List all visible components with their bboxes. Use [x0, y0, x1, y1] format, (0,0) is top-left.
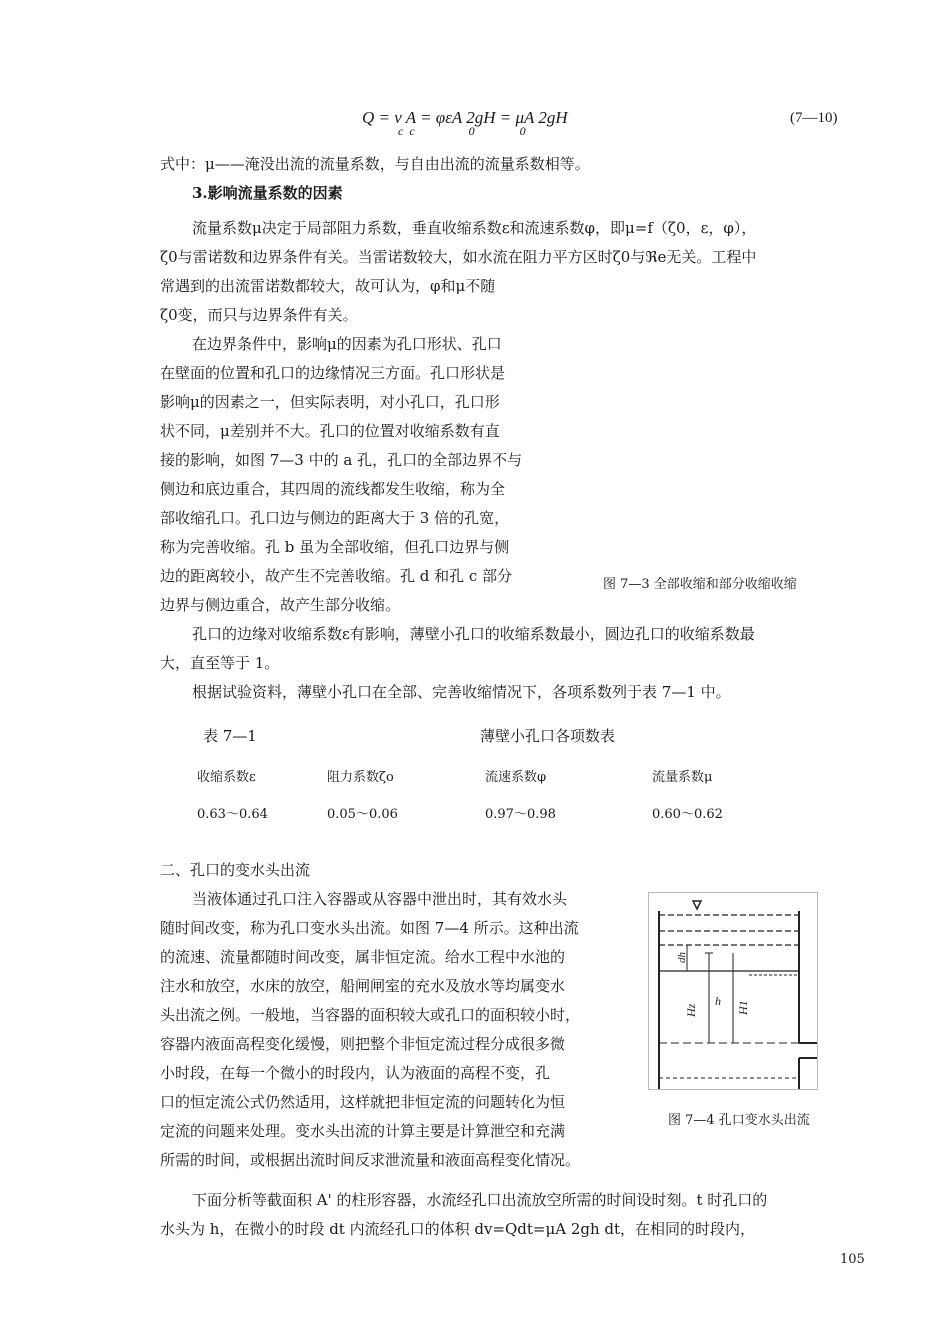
para-line: 的流速、流量都随时间改变，属非恒定流。给水工程中水池的 [160, 948, 566, 966]
equation-text: Q = v A = φεA 2gH = μA 2gH [362, 108, 568, 127]
table-title: 薄壁小孔口各项数表 [480, 727, 616, 745]
table-header-discharge: 流量系数μ [652, 770, 713, 785]
subheading-flow-coefficient-factors: 3.影响流量系数的因素 [192, 184, 343, 202]
para-line: 在壁面的位置和孔口的边缘情况三方面。孔口形状是 [160, 364, 506, 382]
para-line: 所需的时间，或根据出流时间反求泄流量和液面高程变化情况。 [160, 1151, 581, 1169]
para-line: 口的恒定流公式仍然适用，这样就把非恒定流的问题转化为恒 [160, 1093, 566, 1111]
para-line: ζ0与雷诺数和边界条件有关。当雷诺数较大，如水流在阻力平方区时ζ0与ℜe无关。工程中 [160, 248, 757, 266]
para-line: 大，直至等于 1。 [160, 654, 280, 672]
label-h1: H1 [736, 1000, 750, 1015]
figure-7-3-caption: 图 7—3 全部收缩和部分收缩收缩 [603, 577, 797, 592]
figure-7-4-caption: 图 7—4 孔口变水头出流 [668, 1113, 810, 1128]
para-line: 注水和放空，水床的放空，船闸闸室的充水及放水等均属变水 [160, 977, 566, 995]
para-line: ζ0变，而只与边界条件有关。 [160, 306, 358, 324]
table-label: 表 7—1 [203, 727, 257, 745]
table-cell: 0.60～0.62 [652, 807, 723, 822]
para-line: 下面分析等截面积 A' 的柱形容器，水流经孔口出流放空所需的时间设时刻。t 时孔口的 [192, 1191, 768, 1209]
para-line: 根据试验资料，薄壁小孔口在全部、完善收缩情况下，各项系数列于表 7—1 中。 [192, 683, 731, 701]
para-line: 随时间改变，称为孔口变水头出流。如图 7—4 所示。这种出流 [160, 919, 579, 937]
para-line: 边的距离较小，故产生不完善收缩。孔 d 和孔 c 部分 [160, 567, 513, 585]
para-line: 侧边和底边重合，其四周的流线都发生收缩，称为全 [160, 480, 506, 498]
para-line: 常遇到的出流雷诺数都较大，故可认为，φ和μ不随 [160, 277, 496, 295]
para-line: 接的影响，如图 7—3 中的 a 孔，孔口的全部边界不与 [160, 451, 523, 469]
page-number: 105 [840, 1252, 865, 1267]
table-cell: 0.63～0.64 [197, 807, 268, 822]
para-mu-definition: 式中：μ——淹没出流的流量系数，与自由出流的流量系数相等。 [160, 155, 590, 173]
label-h: h [715, 994, 721, 1008]
label-hz: Hz [684, 1003, 698, 1017]
para-line: 定流的问题来处理。变水头出流的计算主要是计算泄空和充满 [160, 1122, 566, 1140]
table-header-velocity: 流速系数φ [485, 770, 547, 785]
para-line: 部收缩孔口。孔口边与侧边的距离大于 3 倍的孔宽， [160, 509, 510, 527]
para-line: 水头为 h，在微小的时段 dt 内流经孔口的体积 dv=Qdt=μA 2gh dt，在相同的时段内， [160, 1220, 756, 1238]
para-line: 影响μ的因素之一，但实际表明，对小孔口，孔口形 [160, 393, 500, 411]
table-cell: 0.05～0.06 [327, 807, 398, 822]
figure-7-4 [648, 892, 818, 1090]
equation-subscripts: c c 0 0 [398, 124, 526, 138]
para-line: 状不同，μ差别并不大。孔口的位置对收缩系数有直 [160, 422, 500, 440]
para-line: 在边界条件中，影响μ的因素为孔口形状、孔口 [192, 335, 502, 353]
table-header-contraction: 收缩系数ε [197, 770, 256, 785]
para-line: 头出流之例。一般地，当容器的面积较大或孔口的面积较小时， [160, 1006, 581, 1024]
para-line: 孔口的边缘对收缩系数ε有影响，薄壁小孔口的收缩系数最小，圆边孔口的收缩系数最 [192, 625, 755, 643]
para-line: 流量系数μ决定于局部阻力系数，垂直收缩系数ε和流速系数φ，即μ=f（ζ0，ε，φ）， [192, 219, 757, 237]
tank-diagram [649, 893, 817, 1089]
table-header-resistance: 阻力系数ζo [327, 770, 394, 785]
table-cell: 0.97～0.98 [485, 807, 556, 822]
para-line: 边界与侧边重合，故产生部分收缩。 [160, 596, 401, 614]
equation-number: (7—10) [790, 110, 838, 126]
para-line: 称为完善收缩。孔 b 虽为全部收缩，但孔口边界与侧 [160, 538, 510, 556]
para-line: 容器内液面高程变化缓慢，则把整个非恒定流过程分成很多微 [160, 1035, 566, 1053]
para-line: 小时段，在每一个微小的时段内，认为液面的高程不变，孔 [160, 1064, 551, 1082]
label-dh: dh [676, 952, 688, 963]
para-line: 当液体通过孔口注入容器或从容器中泄出时，其有效水头 [192, 890, 568, 908]
section-heading: 二、孔口的变水头出流 [160, 861, 311, 879]
